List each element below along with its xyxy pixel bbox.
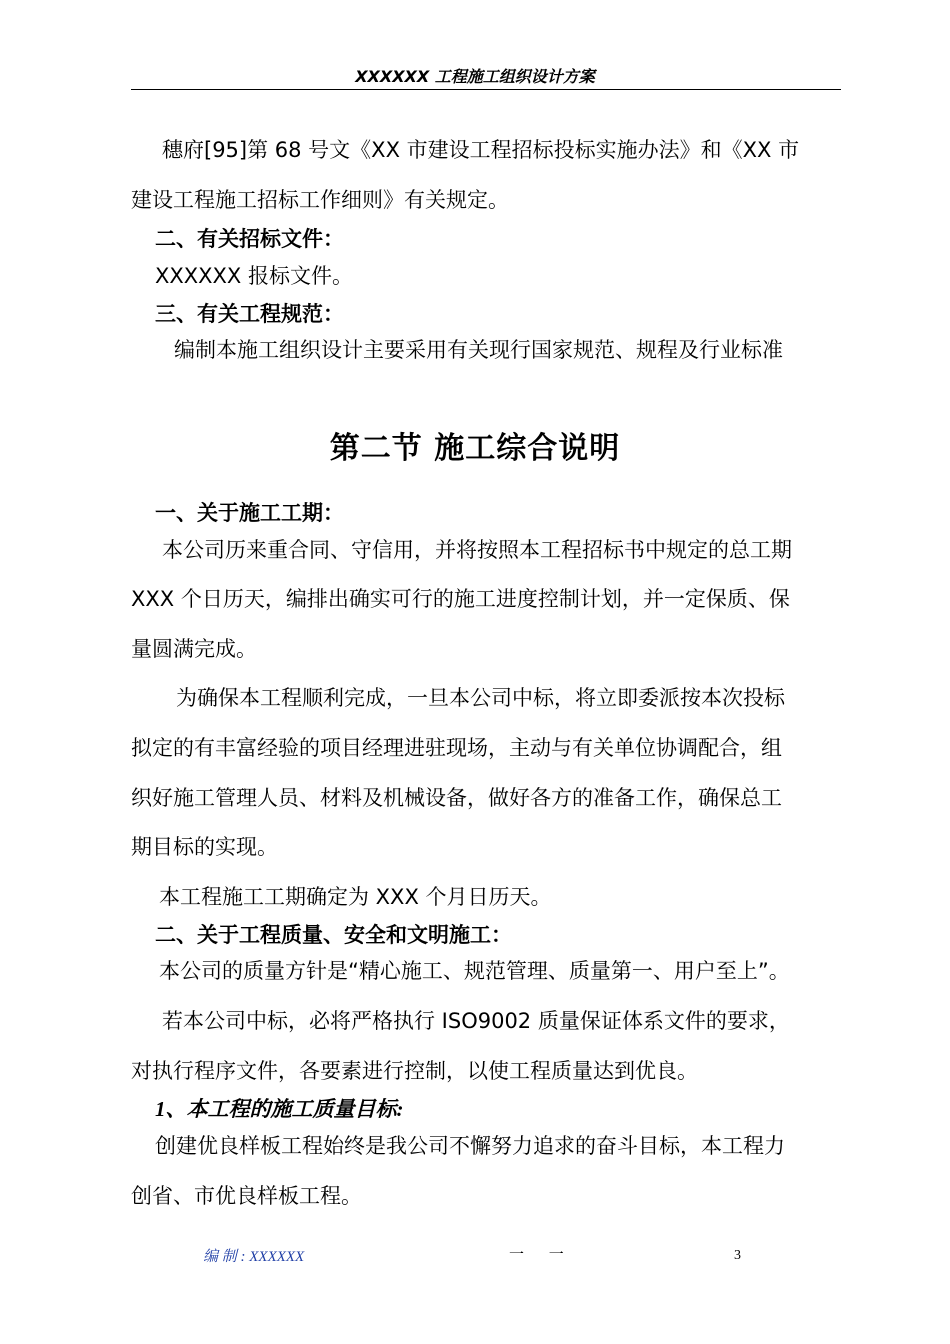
paragraph-line: 量圆满完成。 (131, 637, 257, 661)
header-rule (131, 89, 841, 90)
paragraph-line: 为确保本工程顺利完成，一旦本公司中标，将立即委派按本次投标 (176, 686, 785, 710)
paragraph-line: 本公司的质量方针是“精心施工、规范管理、质量第一、用户至上”。 (159, 959, 790, 983)
paragraph-line: 织好施工管理人员、材料及机械设备，做好各方的准备工作，确保总工 (131, 786, 782, 810)
paragraph-line: 创省、市优良样板工程。 (131, 1184, 362, 1208)
paragraph-line: 本工程施工工期确定为 XXX 个月日历天。 (159, 885, 552, 909)
paragraph-line: 编制本施工组织设计主要采用有关现行国家规范、规程及行业标准 (174, 338, 783, 362)
paragraph-line: 本公司历来重合同、守信用，并将按照本工程招标书中规定的总工期 (162, 538, 792, 562)
paragraph-line: 若本公司中标，必将严格执行 ISO9002 质量保证体系文件的要求， (162, 1009, 790, 1033)
section-heading: 二、关于工程质量、安全和文明施工： (155, 923, 512, 947)
section-heading: 二、有关招标文件： (155, 227, 344, 251)
section-title: 第二节 施工综合说明 (329, 431, 621, 466)
paragraph-line: 建设工程施工招标工作细则》有关规定。 (131, 188, 509, 212)
paragraph-line: 拟定的有丰富经验的项目经理进驻现场，主动与有关单位协调配合，组 (131, 736, 782, 760)
paragraph-line: XXX 个日历天，编排出确实可行的施工进度控制计划，并一定保质、保 (131, 587, 790, 611)
footer-center-mark: 一 一 (509, 1245, 574, 1263)
paragraph-line: 穗府[95]第 68 号文《XX 市建设工程招标投标实施办法》和《XX 市 (162, 138, 800, 162)
subsection-heading: 1、本工程的施工质量目标: (155, 1097, 404, 1121)
section-heading: 三、有关工程规范： (155, 302, 344, 326)
paragraph-line: 对执行程序文件，各要素进行控制，以使工程质量达到优良。 (131, 1059, 698, 1083)
page-number: 3 (734, 1248, 741, 1263)
paragraph-line: XXXXXX 报标文件。 (155, 264, 353, 288)
paragraph-line: 期目标的实现。 (131, 835, 278, 859)
footer-editor: 编 制 : XXXXXX (203, 1249, 305, 1265)
page-header-title: XXXXXX 工程施工组织设计方案 (355, 67, 595, 86)
paragraph-line: 创建优良样板工程始终是我公司不懈努力追求的奋斗目标，本工程力 (155, 1134, 785, 1158)
section-heading: 一、关于施工工期： (155, 501, 344, 525)
